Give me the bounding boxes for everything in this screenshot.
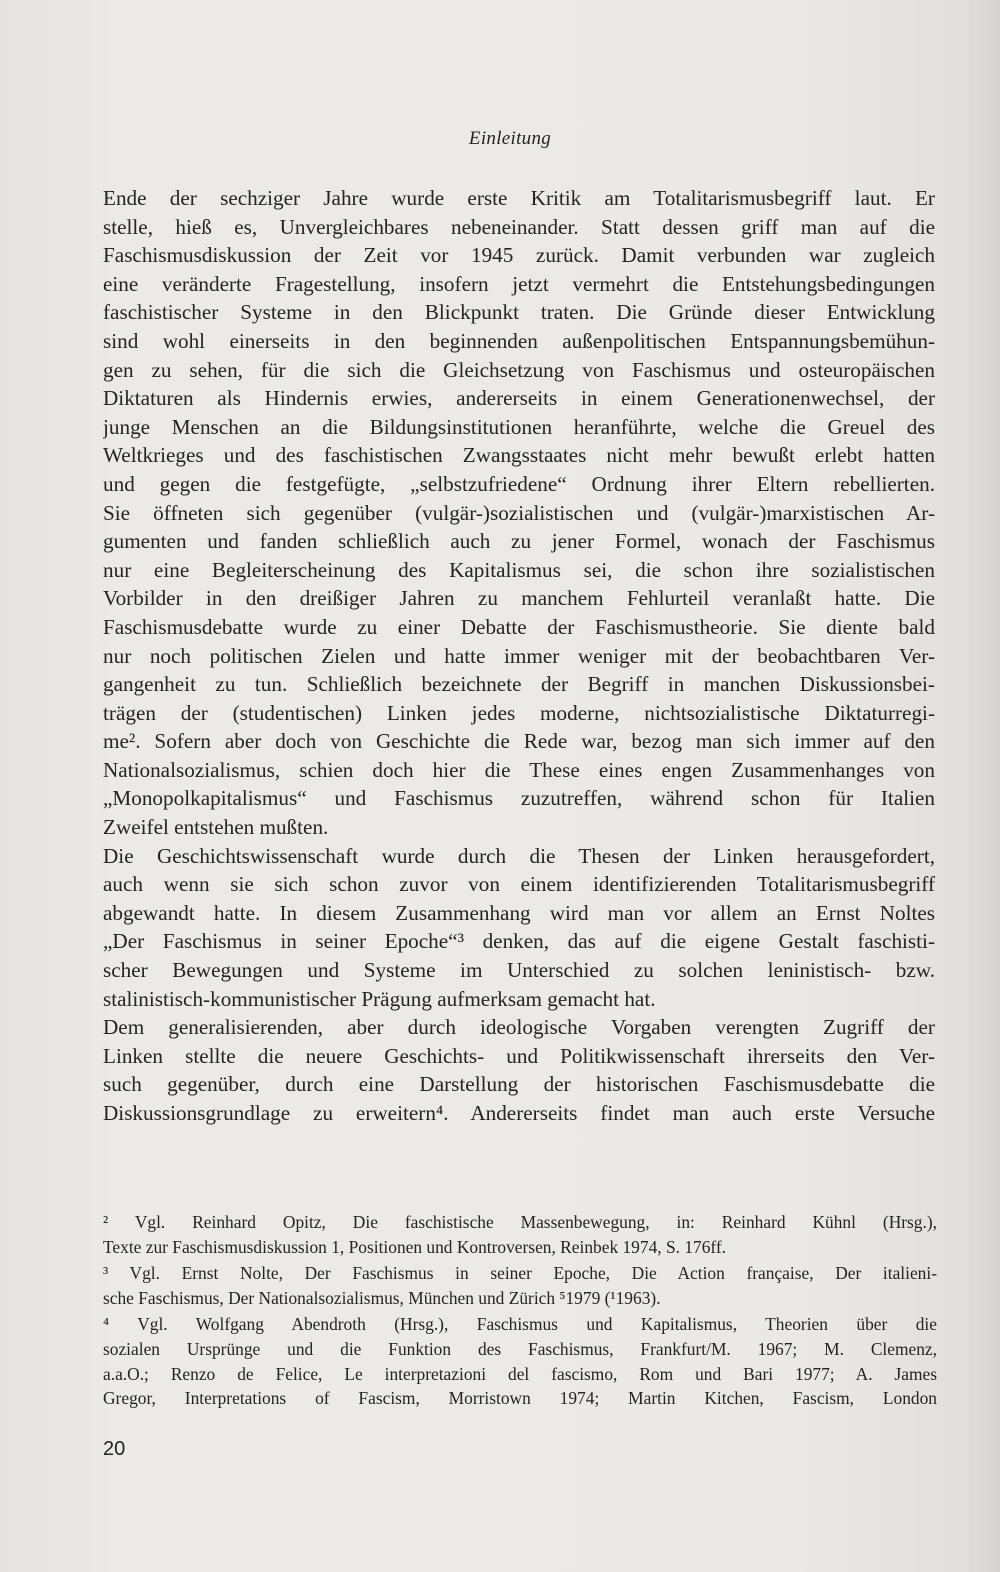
footnote-line — [103, 1312, 937, 1337]
body-line — [103, 298, 935, 327]
body-line — [103, 499, 935, 528]
body-line-text: Faschismusdiskussion der Zeit vor 1945 zurück. Damit verbunden war zugleich — [103, 243, 935, 268]
body-line-text: nur noch politischen Zielen und hatte immer weniger mit der beobachtbaren Ver- — [103, 643, 935, 668]
body-line-text: Linken stellte die neuere Geschichts- und Politikwissenschaft ihrerseits den Ver- — [103, 1043, 935, 1068]
body-line — [103, 413, 935, 442]
body-line-text: Faschismusdebatte wurde zu einer Debatte der Faschismustheorie. Sie diente bald — [103, 614, 935, 639]
body-line — [103, 699, 935, 728]
body-line — [103, 842, 935, 871]
body-line-text: Weltkrieges und des faschistischen Zwangsstaates nicht mehr bewußt erlebt hatten — [103, 443, 935, 468]
body-line — [103, 927, 935, 956]
body-line — [103, 384, 935, 413]
footnote-line-text: a.a.O.; Renzo de Felice, Le interpretazioni del fascismo, Rom und Bari 1977; A. James — [103, 1363, 937, 1384]
footnote-line — [103, 1362, 937, 1387]
body-line — [103, 642, 935, 671]
body-line — [103, 899, 935, 928]
body-line — [103, 1099, 935, 1128]
body-line-text: stalinistisch-kommunistischer Prägung aufmerksam gemacht hat. — [103, 986, 656, 1011]
body-line-text: Dem generalisierenden, aber durch ideologische Vorgaben verengten Zugriff der — [103, 1015, 935, 1040]
body-line-text: Ende der sechziger Jahre wurde erste Kritik am Totalitarismusbegriff laut. Er — [103, 186, 935, 210]
body-line-text: trägen der (studentischen) Linken jedes moderne, nichtsozialistische Diktaturregi- — [103, 700, 935, 725]
footnote-line — [103, 1337, 937, 1362]
footnote-line — [103, 1286, 937, 1311]
body-line — [103, 356, 935, 385]
body-line — [103, 727, 935, 756]
body-line-text: me². Sofern aber doch von Geschichte die Rede war, bezog man sich immer auf den — [103, 729, 935, 754]
body-line-text: „Der Faschismus in seiner Epoche“³ denken, das auf die eigene Gestalt faschisti- — [103, 929, 935, 954]
footnote-line-text: sozialen Ursprünge und die Funktion des Faschismus, Frankfurt/M. 1967; M. Clemenz, — [103, 1338, 937, 1359]
body-line-text: und gegen die festgefügte, „selbstzufriedene“ Ordnung ihrer Eltern rebellierten. — [103, 471, 935, 496]
body-line-text: gumenten und fanden schließlich auch zu jener Formel, wonach der Faschismus — [103, 529, 935, 554]
body-line-text: gangenheit zu tun. Schließlich bezeichnete der Begriff in manchen Diskussionsbei- — [103, 672, 935, 697]
footnote-line-text: ³ Vgl. Ernst Nolte, Der Faschismus in seiner Epoche, Die Action française, Der italieni- — [103, 1263, 937, 1284]
footnote-line-text: sche Faschismus, Der Nationalsozialismus, München und Zürich ⁵1979 (¹1963). — [103, 1287, 661, 1308]
body-line — [103, 470, 935, 499]
body-line-text: such gegenüber, durch eine Darstellung der historischen Faschismusdebatte die — [103, 1072, 935, 1097]
footnote-line — [103, 1210, 937, 1235]
body-line — [103, 613, 935, 642]
body-line-text: gen zu sehen, für die sich die Gleichsetzung von Faschismus und osteuropäischen — [103, 357, 935, 382]
body-line-text: Diskussionsgrundlage zu erweitern⁴. Andererseits findet man auch erste Versuche — [103, 1101, 935, 1125]
body-line-text: sind wohl einerseits in den beginnenden außenpolitischen Entspannungsbemühun- — [103, 328, 935, 353]
body-line — [103, 327, 935, 356]
body-line — [103, 813, 935, 842]
footnote-line-text: Gregor, Interpretations of Fascism, Morristown 1974; Martin Kitchen, Fascism, London — [103, 1388, 937, 1409]
body-line — [103, 985, 935, 1014]
footnote-line — [103, 1386, 937, 1411]
body-text — [103, 184, 935, 1128]
body-line-text: junge Menschen an die Bildungsinstitutionen heranführte, welche die Greuel des — [103, 414, 935, 439]
body-line — [103, 241, 935, 270]
footnote-line-text: ⁴ Vgl. Wolfgang Abendroth (Hrsg.), Faschismus und Kapitalismus, Theorien über die — [103, 1314, 937, 1335]
footnote-line — [103, 1235, 937, 1260]
body-line-text: Die Geschichtswissenschaft wurde durch die Thesen der Linken herausgefordert, — [103, 843, 935, 868]
body-line-text: Diktaturen als Hindernis erwies, andererseits in einem Generationenwechsel, der — [103, 386, 935, 411]
body-line — [103, 584, 935, 613]
body-line-text: Nationalsozialismus, schien doch hier die These eines engen Zusammenhanges von — [103, 757, 935, 782]
body-line-text: abgewandt hatte. In diesem Zusammenhang wird man vor allem an Ernst Noltes — [103, 900, 935, 925]
body-line — [103, 556, 935, 585]
body-line — [103, 1013, 935, 1042]
body-line — [103, 670, 935, 699]
body-line — [103, 441, 935, 470]
body-line — [103, 756, 935, 785]
body-line — [103, 1070, 935, 1099]
body-line — [103, 184, 935, 213]
body-line-text: Vorbilder in den dreißiger Jahren zu manchem Fehlurteil veranlaßt hatte. Die — [103, 586, 935, 611]
footnote-line-text: ² Vgl. Reinhard Opitz, Die faschistische Massenbewegung, in: Reinhard Kühnl (Hrsg.), — [103, 1212, 937, 1232]
footnote-line-text: Texte zur Faschismusdiskussion 1, Positionen und Kontroversen, Reinbek 1974, S. 176ff. — [103, 1236, 727, 1257]
body-line — [103, 270, 935, 299]
body-line — [103, 1042, 935, 1071]
footnotes — [103, 1210, 937, 1411]
body-line-text: eine veränderte Fragestellung, insofern jetzt vermehrt die Entstehungsbedingungen — [103, 271, 935, 296]
body-line-text: Zweifel entstehen mußten. — [103, 815, 329, 840]
body-line-text: Sie öffneten sich gegenüber (vulgär-)sozialistischen und (vulgär-)marxistischen Ar- — [103, 500, 935, 525]
body-line — [103, 870, 935, 899]
body-line-text: scher Bewegungen und Systeme im Unterschied zu solchen leninistisch- bzw. — [103, 958, 935, 983]
body-line-text: stelle, hieß es, Unvergleichbares nebeneinander. Statt dessen griff man auf die — [103, 214, 935, 239]
body-line-text: auch wenn sie sich schon zuvor von einem identifizierenden Totalitarismusbegriff — [103, 872, 935, 897]
body-line-text: „Monopolkapitalismus“ und Faschismus zuzutreffen, während schon für Italien — [103, 786, 935, 811]
body-line-text: faschistischer Systeme in den Blickpunkt traten. Die Gründe dieser Entwicklung — [103, 300, 935, 325]
body-line — [103, 527, 935, 556]
running-head: Einleitung — [468, 128, 552, 149]
page-number: 20 — [103, 1438, 126, 1460]
body-line-text: nur eine Begleiterscheinung des Kapitalismus sei, die schon ihre sozialistischen — [103, 557, 935, 582]
body-line — [103, 956, 935, 985]
body-line — [103, 213, 935, 242]
footnote-line — [103, 1261, 937, 1286]
body-line — [103, 784, 935, 813]
